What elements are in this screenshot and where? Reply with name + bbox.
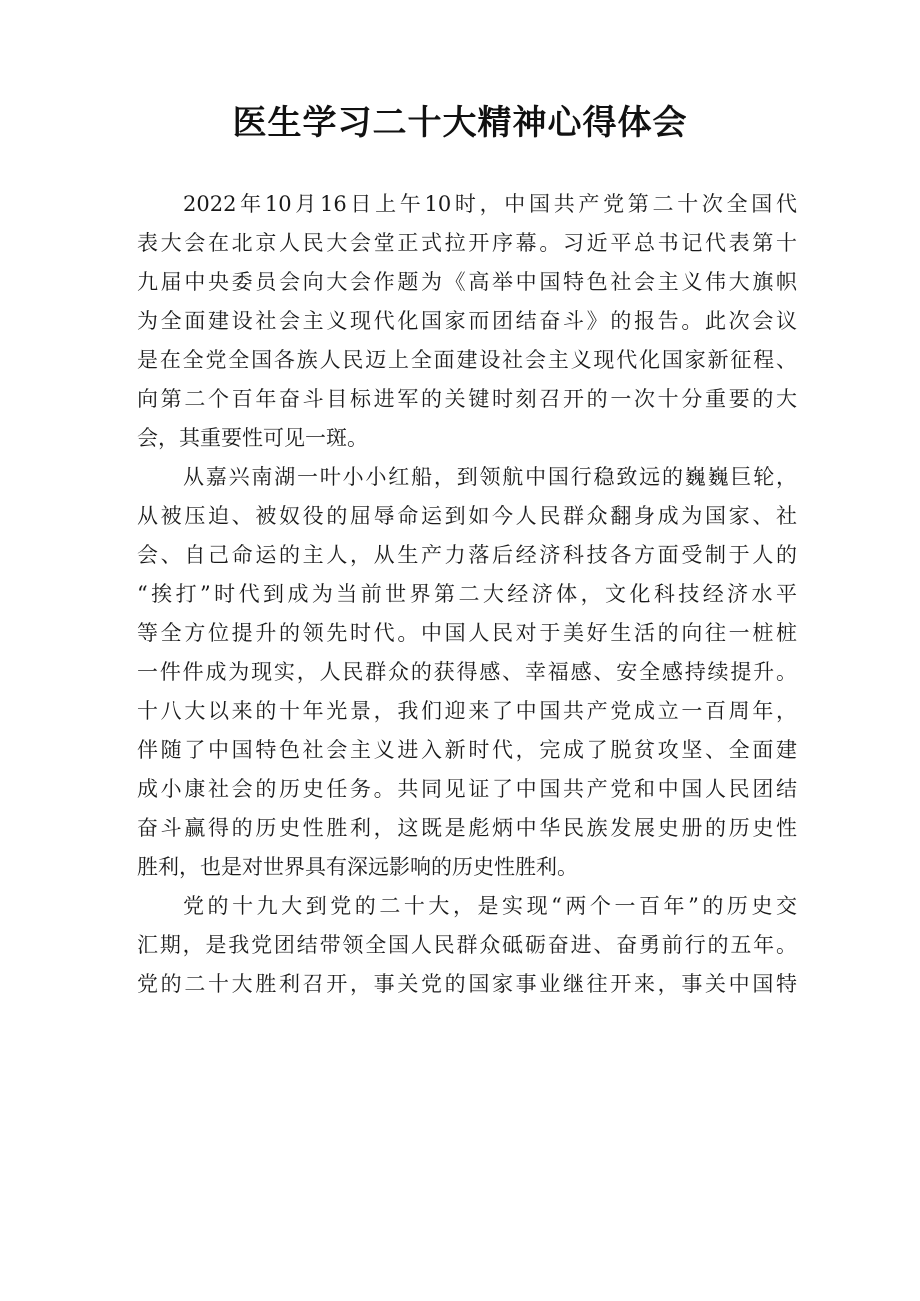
paragraph-2-line-5: 等全方位提升的领先时代。中国人民对于美好生活的向往一桩桩 <box>137 621 797 645</box>
paragraph-1-line-3: 九届中央委员会向大会作题为《高举中国特色社会主义伟大旗帜 <box>137 270 797 294</box>
paragraph-2-line-9: 成小康社会的历史任务。共同见证了中国共产党和中国人民团结 <box>137 777 797 801</box>
paragraph-1-line-7: 会，其重要性可见一斑。 <box>137 426 368 450</box>
paragraph-2-line-7: 十八大以来的十年光景，我们迎来了中国共产党成立一百周年， <box>137 699 797 723</box>
paragraph-3-line-2: 汇期，是我党团结带领全国人民群众砥砺奋进、奋勇前行的五年。 <box>137 933 797 957</box>
paragraph-2-line-10: 奋斗赢得的历史性胜利，这既是彪炳中华民族发展史册的历史性 <box>137 816 797 840</box>
document-body <box>137 185 797 1004</box>
paragraph-1-line-5: 是在全党全国各族人民迈上全面建设社会主义现代化国家新征程、 <box>137 348 797 372</box>
paragraph-2-line-2: 从被压迫、被奴役的屈辱命运到如今人民群众翻身成为国家、社 <box>137 504 797 528</box>
paragraph-2-line-1: 从嘉兴南湖一叶小小红船，到领航中国行稳致远的巍巍巨轮， <box>183 465 797 489</box>
paragraph-3-line-1: 党的十九大到党的二十大，是实现“两个一百年”的历史交 <box>183 894 797 918</box>
paragraph-2-line-4: “挨打”时代到成为当前世界第二大经济体，文化科技经济水平 <box>137 582 797 606</box>
paragraph-1-line-1: 2022年10月16日上午10时，中国共产党第二十次全国代 <box>183 192 797 216</box>
paragraph-2-line-6: 一件件成为现实，人民群众的获得感、幸福感、安全感持续提升。 <box>137 660 797 684</box>
paragraph-2-line-3: 会、自己命运的主人，从生产力落后经济科技各方面受制于人的 <box>137 543 797 567</box>
paragraph-2-line-11: 胜利，也是对世界具有深远影响的历史性胜利。 <box>137 855 578 879</box>
paragraph-3-line-3: 党的二十大胜利召开，事关党的国家事业继往开来，事关中国特 <box>137 972 797 996</box>
paragraph-1-line-2: 表大会在北京人民大会堂正式拉开序幕。习近平总书记代表第十 <box>137 231 797 255</box>
document-title: 医生学习二十大精神心得体会 <box>232 103 688 143</box>
paragraph-2-line-8: 伴随了中国特色社会主义进入新时代，完成了脱贫攻坚、全面建 <box>137 738 797 762</box>
paragraph-1-line-6: 向第二个百年奋斗目标进军的关键时刻召开的一次十分重要的大 <box>137 387 797 411</box>
paragraph-1-line-4: 为全面建设社会主义现代化国家而团结奋斗》的报告。此次会议 <box>137 309 797 333</box>
